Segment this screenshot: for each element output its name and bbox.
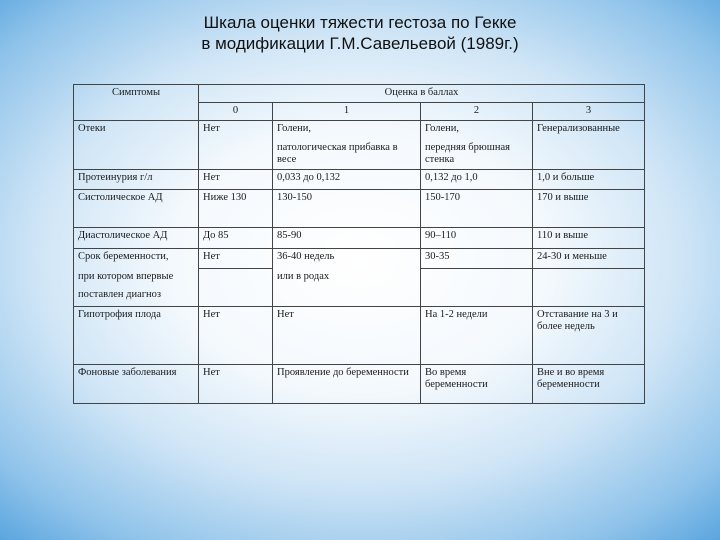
table-row-background — [74, 365, 645, 404]
score-3: 3 — [533, 103, 645, 121]
cell-systolic-0: Ниже 130 — [199, 190, 273, 228]
cell-systolic-2: 150-170 — [421, 190, 533, 228]
cell-systolic-3: 170 и выше — [533, 190, 645, 228]
cell-edema-3: Генерализованные — [533, 121, 645, 170]
cell-term-3: 24-30 и меньше — [533, 249, 645, 269]
cell-background-3: Вне и во время беременности — [533, 365, 645, 404]
cell-hypotrophy-3: Отставание на 3 и более недель — [533, 307, 645, 365]
cell-term-0-empty — [199, 269, 273, 287]
cell-hypotrophy-0: Нет — [199, 307, 273, 365]
score-0: 0 — [199, 103, 273, 121]
cell-term-2-empty — [421, 269, 533, 287]
cell-proteinuria-2: 0,132 до 1,0 — [421, 170, 533, 190]
table-row-term — [74, 249, 645, 269]
score-2: 2 — [421, 103, 533, 121]
label-systolic: Систолическое АД — [74, 190, 199, 228]
label-edema: Отеки — [74, 121, 199, 170]
label-term-1: Срок беременности, — [74, 249, 199, 269]
cell-edema-0: Нет — [199, 121, 273, 170]
gestosis-scale-table — [73, 84, 645, 404]
page-title — [120, 12, 600, 54]
cell-term-0: Нет — [199, 249, 273, 269]
title-line-2: в модификации Г.М.Савельевой (1989г.) — [201, 34, 519, 53]
table-row-edema — [74, 121, 645, 140]
label-proteinuria: Протеинурия г/л — [74, 170, 199, 190]
header-row — [74, 85, 645, 103]
cell-background-0: Нет — [199, 365, 273, 404]
cell-term-1-empty2 — [273, 287, 421, 307]
cell-term-3-empty — [533, 269, 645, 287]
label-hypotrophy: Гипотрофия плода — [74, 307, 199, 365]
table-row-term-cont2 — [74, 287, 645, 307]
cell-term-1b: или в родах — [273, 269, 421, 287]
cell-hypotrophy-1: Нет — [273, 307, 421, 365]
table-row-diastolic — [74, 228, 645, 249]
cell-term-1: 36-40 недель — [273, 249, 421, 269]
cell-term-2-empty2 — [421, 287, 533, 307]
cell-diastolic-1: 85-90 — [273, 228, 421, 249]
cell-diastolic-0: До 85 — [199, 228, 273, 249]
cell-edema-2b: передняя брюшная стенка — [421, 140, 533, 170]
table-row-proteinuria — [74, 170, 645, 190]
cell-diastolic-2: 90–110 — [421, 228, 533, 249]
label-term-3: поставлен диагноз — [74, 287, 199, 307]
cell-diastolic-3: 110 и выше — [533, 228, 645, 249]
label-term-2: при котором впервые — [74, 269, 199, 287]
score-1: 1 — [273, 103, 421, 121]
title-line-1: Шкала оценки тяжести гестоза по Гекке — [203, 13, 517, 32]
cell-term-3-empty2 — [533, 287, 645, 307]
cell-edema-1b: патологическая прибавка в весе — [273, 140, 421, 170]
cell-hypotrophy-2: На 1-2 недели — [421, 307, 533, 365]
cell-proteinuria-1: 0,033 до 0,132 — [273, 170, 421, 190]
header-symptoms: Симптомы — [74, 85, 199, 121]
label-background: Фоновые заболевания — [74, 365, 199, 404]
label-diastolic: Диастолическое АД — [74, 228, 199, 249]
cell-edema-2: Голени, — [421, 121, 533, 140]
cell-proteinuria-3: 1,0 и больше — [533, 170, 645, 190]
table-row-term-cont — [74, 269, 645, 287]
cell-edema-1: Голени, — [273, 121, 421, 140]
cell-term-0-empty2 — [199, 287, 273, 307]
cell-term-2: 30-35 — [421, 249, 533, 269]
table-row-systolic — [74, 190, 645, 228]
table-row-hypotrophy — [74, 307, 645, 365]
header-score: Оценка в баллах — [199, 85, 645, 103]
cell-systolic-1: 130-150 — [273, 190, 421, 228]
cell-background-1: Проявление до беременности — [273, 365, 421, 404]
cell-proteinuria-0: Нет — [199, 170, 273, 190]
cell-background-2: Во время беременности — [421, 365, 533, 404]
